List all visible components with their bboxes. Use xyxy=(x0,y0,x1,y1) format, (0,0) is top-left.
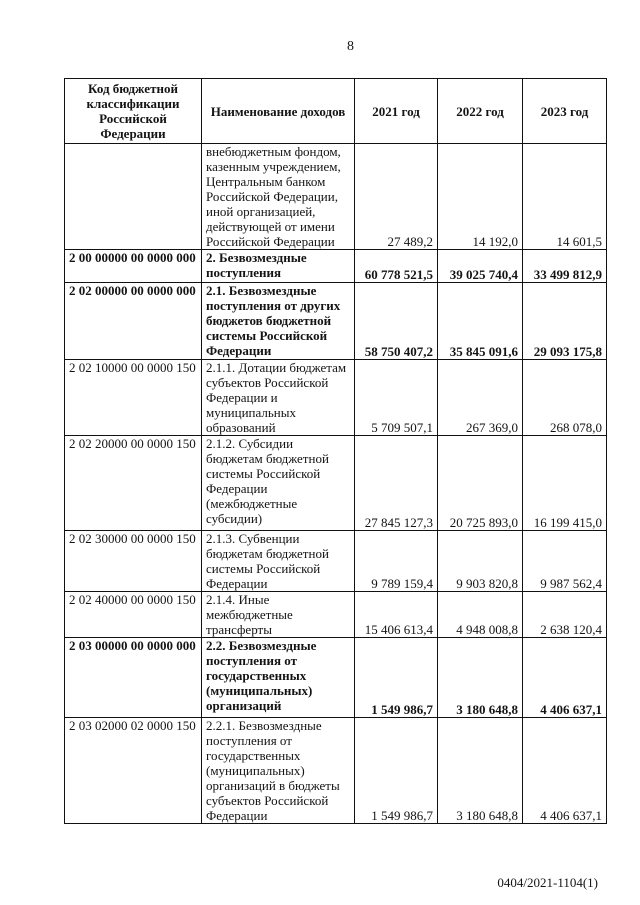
header-line: Код бюджетной xyxy=(88,81,178,96)
header-cell-code xyxy=(65,79,202,144)
name-line: поступления от xyxy=(206,733,292,748)
name-line: 2.1.1. Дотации бюджетам xyxy=(206,360,347,375)
cell-code: 2 03 00000 00 0000 000 xyxy=(65,638,202,718)
table-header-row xyxy=(65,79,607,144)
cell-code: 2 00 00000 00 0000 000 xyxy=(65,250,202,283)
cell-2023: 29 093 175,8 xyxy=(523,283,607,360)
header-cell-2021 xyxy=(355,79,438,144)
name-line: бюджетам бюджетной xyxy=(206,451,329,466)
budget-table xyxy=(64,78,607,824)
name-line: Центральным банком xyxy=(206,174,326,189)
cell-2021: 58 750 407,2 xyxy=(355,283,438,360)
name-line: поступления от xyxy=(206,653,298,668)
name-line: государственных xyxy=(206,668,307,683)
name-line: организаций xyxy=(206,698,282,713)
header-line: Наименование доходов xyxy=(210,103,346,119)
cell-2021: 9 789 159,4 xyxy=(355,531,438,592)
name-line: 2.1.3. Субвенции xyxy=(206,531,300,546)
cell-code: 2 02 00000 00 0000 000 xyxy=(65,283,202,360)
name-line: (муниципальных) xyxy=(206,763,305,778)
table-row xyxy=(65,250,607,283)
name-line: казенным учреждением, xyxy=(206,159,341,174)
name-line: образований xyxy=(206,420,276,435)
cell-2021: 1 549 986,7 xyxy=(355,718,438,824)
name-line: Федерации xyxy=(206,481,268,496)
cell-name xyxy=(202,144,355,250)
cell-code: 2 02 40000 00 0000 150 xyxy=(65,592,202,638)
cell-2022: 3 180 648,8 xyxy=(438,718,523,824)
name-line: муниципальных xyxy=(206,405,297,420)
cell-name xyxy=(202,360,355,436)
cell-2022: 9 903 820,8 xyxy=(438,531,523,592)
name-line: внебюджетным фондом, xyxy=(206,144,341,159)
cell-2021: 5 709 507,1 xyxy=(355,360,438,436)
name-line: (муниципальных) xyxy=(206,683,313,698)
cell-code: 2 02 30000 00 0000 150 xyxy=(65,531,202,592)
header-line: 2021 год xyxy=(372,103,420,119)
name-line: государственных xyxy=(206,748,301,763)
name-line: (межбюджетные xyxy=(206,496,298,511)
cell-2022: 14 192,0 xyxy=(438,144,523,250)
name-line: Федерации xyxy=(206,343,272,358)
cell-name xyxy=(202,436,355,531)
header-cell-2022 xyxy=(438,79,523,144)
name-line: межбюджетные xyxy=(206,607,293,622)
name-line: субъектов Российской xyxy=(206,375,329,390)
table-body xyxy=(65,144,607,824)
name-line: 2.2.1. Безвозмездные xyxy=(206,718,322,733)
table-row xyxy=(65,144,607,250)
cell-2021: 60 778 521,5 xyxy=(355,250,438,283)
table-row xyxy=(65,638,607,718)
cell-2022: 4 948 008,8 xyxy=(438,592,523,638)
cell-name xyxy=(202,592,355,638)
name-line: 2.2. Безвозмездные xyxy=(206,638,317,653)
name-line: субсидии) xyxy=(206,511,263,526)
cell-2022: 267 369,0 xyxy=(438,360,523,436)
cell-2022: 3 180 648,8 xyxy=(438,638,523,718)
cell-2023: 2 638 120,4 xyxy=(523,592,607,638)
cell-2023: 33 499 812,9 xyxy=(523,250,607,283)
name-line: бюджетов бюджетной xyxy=(206,313,332,328)
header-line: 2022 год xyxy=(456,103,504,119)
name-line: системы Российской xyxy=(206,328,328,343)
cell-2023: 9 987 562,4 xyxy=(523,531,607,592)
cell-code: 2 02 20000 00 0000 150 xyxy=(65,436,202,531)
cell-code: 2 03 02000 02 0000 150 xyxy=(65,718,202,824)
name-line: системы Российской xyxy=(206,561,321,576)
name-line: иной организацией, xyxy=(206,204,316,219)
cell-name xyxy=(202,250,355,283)
name-line: 2.1.2. Субсидии xyxy=(206,436,294,451)
name-line: Российской Федерации xyxy=(206,234,335,249)
table-row xyxy=(65,283,607,360)
cell-name xyxy=(202,638,355,718)
name-line: 2.1. Безвозмездные xyxy=(206,283,317,298)
cell-name xyxy=(202,283,355,360)
cell-2023: 4 406 637,1 xyxy=(523,638,607,718)
name-line: Российской Федерации, xyxy=(206,189,338,204)
cell-2023: 4 406 637,1 xyxy=(523,718,607,824)
name-line: действующей от имени xyxy=(206,219,335,234)
name-line: поступления xyxy=(206,265,282,280)
cell-2022: 35 845 091,6 xyxy=(438,283,523,360)
header-line: 2023 год xyxy=(540,103,589,119)
cell-2021: 1 549 986,7 xyxy=(355,638,438,718)
name-line: организаций в бюджеты xyxy=(206,778,340,793)
header-line: классификации xyxy=(86,96,180,111)
cell-2021: 15 406 613,4 xyxy=(355,592,438,638)
cell-2022: 39 025 740,4 xyxy=(438,250,523,283)
header-cell-2023 xyxy=(523,79,607,144)
cell-name xyxy=(202,531,355,592)
table-row xyxy=(65,360,607,436)
table-row xyxy=(65,718,607,824)
cell-2022: 20 725 893,0 xyxy=(438,436,523,531)
cell-2023: 268 078,0 xyxy=(523,360,607,436)
name-line: бюджетам бюджетной xyxy=(206,546,329,561)
table-row xyxy=(65,436,607,531)
cell-2023: 16 199 415,0 xyxy=(523,436,607,531)
document-number-footer: 0404/2021-1104(1) xyxy=(497,875,598,890)
cell-name xyxy=(202,718,355,824)
name-line: Федерации и xyxy=(206,390,278,405)
table-header xyxy=(65,79,607,144)
name-line: 2.1.4. Иные xyxy=(206,592,270,607)
header-line: Федерации xyxy=(100,126,166,141)
cell-code: 2 02 10000 00 0000 150 xyxy=(65,360,202,436)
header-line: Российской xyxy=(99,111,167,126)
name-line: 2. Безвозмездные xyxy=(206,250,307,265)
header-cell-name xyxy=(202,79,355,144)
name-line: Федерации xyxy=(206,808,268,823)
cell-2021: 27 489,2 xyxy=(355,144,438,250)
cell-2021: 27 845 127,3 xyxy=(355,436,438,531)
table-row xyxy=(65,592,607,638)
cell-2023: 14 601,5 xyxy=(523,144,607,250)
name-line: трансферты xyxy=(206,622,272,637)
name-line: поступления от других xyxy=(206,298,341,313)
name-line: системы Российской xyxy=(206,466,321,481)
name-line: субъектов Российской xyxy=(206,793,329,808)
name-line: Федерации xyxy=(206,576,268,591)
cell-code xyxy=(65,144,202,250)
page-number: 8 xyxy=(347,39,354,54)
table-row xyxy=(65,531,607,592)
